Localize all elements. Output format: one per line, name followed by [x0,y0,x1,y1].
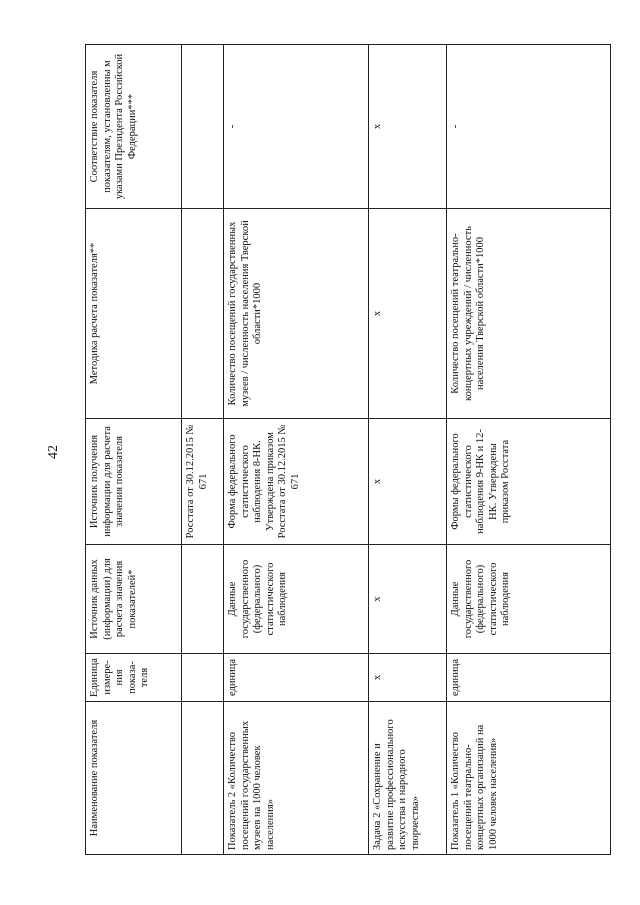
header-row [86,45,182,855]
rotated-table-wrapper [85,45,610,855]
table-cell: - [447,45,611,209]
table-cell: - [224,45,369,209]
table-cell: Количество посещений государственных музеев / численность населения Тверской области*1000 [224,209,369,419]
header-cell: Соответствие показателя показателям, установленны м указами Президента Российской Федерации*** [86,45,182,209]
table-row [369,45,447,855]
table-cell [182,545,224,654]
table-row [182,45,224,855]
header-cell: Методика расчета показателя** [86,209,182,419]
table-cell: Формы федерального статистического наблюдения 9-НК и 12-НК. Утверждены приказом Росстата [447,419,611,545]
table-cell [182,654,224,702]
table-cell: х [369,45,447,209]
table-row [224,45,369,855]
table-cell: Задача 2 «Сохранение и развитие профессионального искусства и народного творчества» [369,702,447,855]
table-cell: Данные государственного (федерального) статистического наблюдения [447,545,611,654]
table-row [447,45,611,855]
table-cell: Форма федерального статистического наблюдения 8-НК. Утверждена приказом Росстата от 30.12.2015 № 671 [224,419,369,545]
header-cell: Источник данных (информации) для расчета значения показателей* [86,545,182,654]
table-cell: х [369,654,447,702]
table-cell: единица [447,654,611,702]
table-cell: единица [224,654,369,702]
table-cell: х [369,419,447,545]
table-cell: Показатель 2 «Количество посещений государственных музеев на 1000 человек населения» [224,702,369,855]
table-cell [182,45,224,209]
table-cell: х [369,209,447,419]
header-cell: Источник получения информации для расчета значения показателя [86,419,182,545]
table-cell: Количество посещений театрально-концертных учреждений / численность населения Тверской области*1000 [447,209,611,419]
header-cell: Наименование показателя [86,702,182,855]
table-cell: Данные государственного (федерального) статистического наблюдения [224,545,369,654]
table-cell: Показатель 1 «Количество посещений театрально-концертных организаций на 1000 человек населения» [447,702,611,855]
table-cell: х [369,545,447,654]
table-cell: Росстата от 30.12.2015 № 671 [182,419,224,545]
page-number: 42 [46,445,61,459]
table-cell [182,702,224,855]
indicator-table [85,44,611,855]
table-cell [182,209,224,419]
header-cell: Единица измере-ния показа-теля [86,654,182,702]
